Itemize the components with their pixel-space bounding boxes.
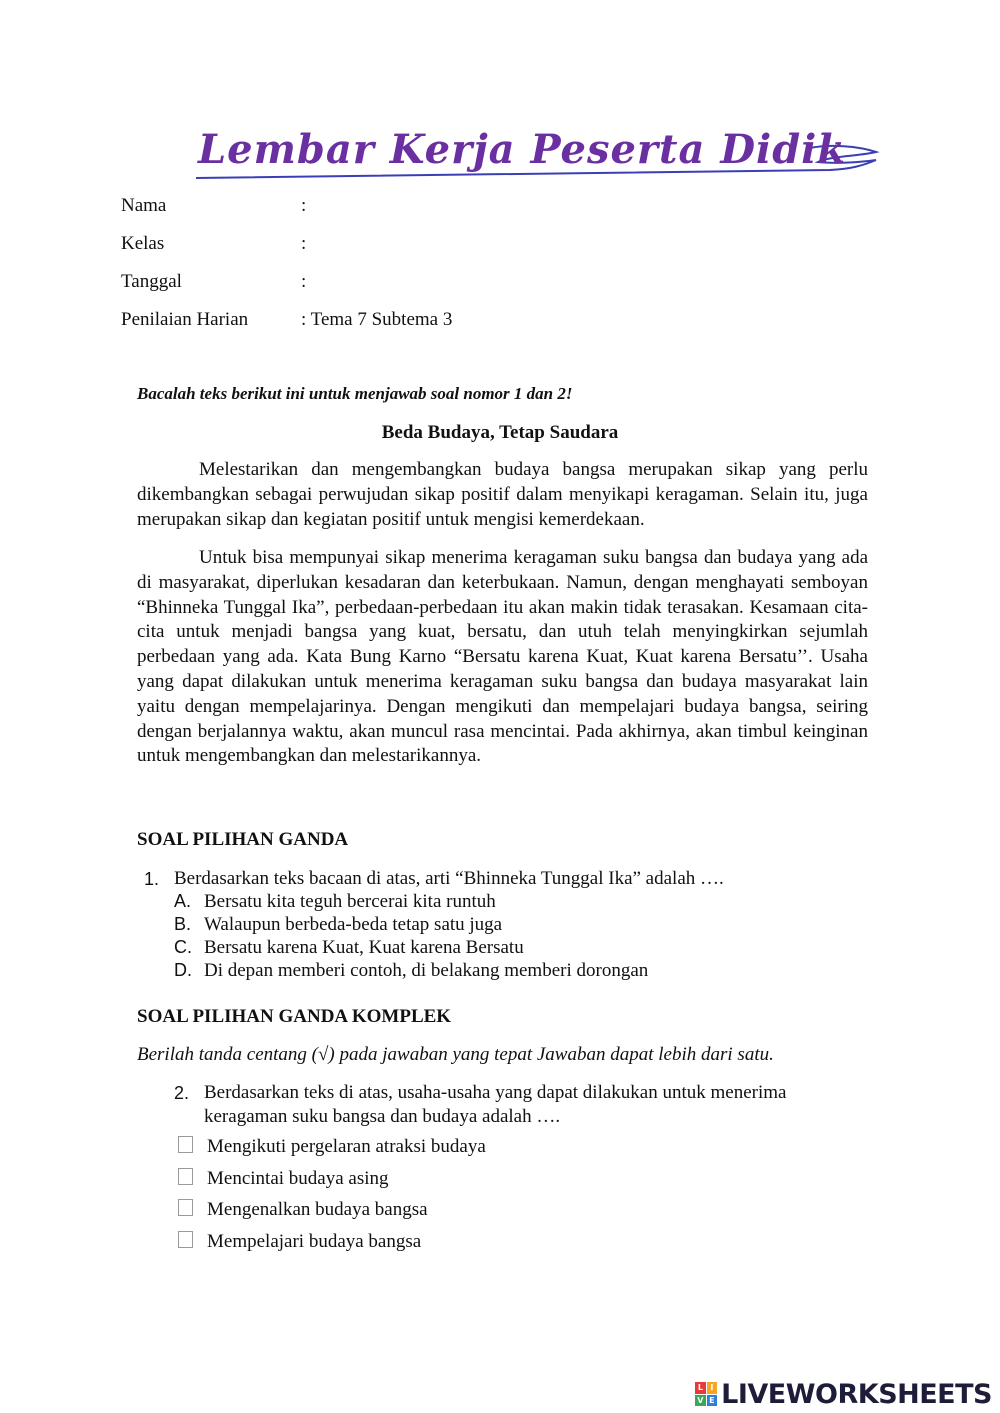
mc-option-b[interactable]: [174, 914, 502, 936]
question-text: Berdasarkan teks bacaan di atas, arti “Bhinneka Tunggal Ika” adalah ….: [174, 868, 724, 889]
checkbox[interactable]: [178, 1136, 193, 1153]
page-title: Lembar Kerja Peserta Didik: [198, 126, 847, 173]
badge-letter: V: [695, 1395, 706, 1407]
checkbox-label: Mengenalkan budaya bangsa: [207, 1199, 428, 1220]
checkbox-option[interactable]: [178, 1136, 486, 1158]
checkbox-label: Mengikuti pergelaran atraksi budaya: [207, 1136, 486, 1157]
mc-option-a[interactable]: [174, 891, 496, 913]
checkbox[interactable]: [178, 1168, 193, 1185]
option-text: Bersatu kita teguh bercerai kita runtuh: [204, 891, 496, 912]
complex-instruction: Berilah tanda centang (√) pada jawaban yang tepat Jawaban dapat lebih dari satu.: [137, 1044, 774, 1065]
info-label: Penilaian Harian: [121, 309, 249, 330]
mc-option-d[interactable]: [174, 960, 648, 982]
badge-letter: I: [707, 1382, 718, 1394]
checkbox[interactable]: [178, 1199, 193, 1216]
option-text: Walaupun berbeda-beda tetap satu juga: [204, 914, 503, 935]
badge-letter: L: [695, 1382, 706, 1394]
info-value: :: [301, 233, 307, 254]
checkbox-option[interactable]: [178, 1231, 421, 1253]
question-text-line2: keragaman suku bangsa dan budaya adalah ….: [204, 1106, 561, 1127]
checkbox-option[interactable]: [178, 1168, 389, 1190]
live-badge-icon: [695, 1382, 717, 1406]
info-label: Tanggal: [121, 271, 182, 292]
section-heading-complex: SOAL PILIHAN GANDA KOMPLEK: [137, 1006, 452, 1027]
option-letter: D.: [174, 960, 192, 980]
reading-title: Beda Budaya, Tetap Saudara: [381, 422, 619, 443]
reading-paragraph: Untuk bisa mempunyai sikap menerima keragaman suku bangsa dan budaya yang ada di masyarakat, diperlukan kesadaran dan keterbukaan. Namun, dengan menghayati semboyan “Bhinneka Tunggal Ika”, perbedaan-perbedaan itu akan makin tidak terasakan. Kesamaan cita-cita untuk menjadi bangsa yang kuat, bersatu, dan utuh telah menyingkirkan sejumlah perbedaan yang ada. Kata Bung Karno “Bersatu karena Kuat, Kuat karena Bersatu’’. Usaha yang dapat dilakukan untuk menerima keragaman suku bangsa dan budaya masyarakat lain yaitu dengan mempelajarinya. Dengan mengikuti dan mempelajari budaya bangsa, seiring dengan berjalannya waktu, akan muncul rasa mencintai. Pada akhirnya, akan timbul keinginan untuk mengembangkan dan melestarikannya.: [137, 547, 868, 767]
badge-letter: E: [707, 1395, 718, 1407]
reading-instruction: Bacalah teks berikut ini untuk menjawab soal nomor 1 dan 2!: [137, 384, 573, 403]
worksheet-title-block: [190, 118, 890, 188]
brand-name: LIVEWORKSHEETS: [721, 1378, 992, 1410]
option-letter: C.: [174, 937, 192, 957]
reading-paragraph: Melestarikan dan mengembangkan budaya bangsa merupakan sikap yang perlu dikembangkan sebagai perwujudan sikap positif dalam menyikapi keragaman. Selain itu, juga merupakan sikap dan kegiatan positif untuk mengisi kemerdekaan.: [137, 459, 868, 530]
option-letter: A.: [174, 891, 192, 911]
checkbox[interactable]: [178, 1231, 193, 1248]
question-number: 2.: [174, 1083, 190, 1103]
checkbox-label: Mencintai budaya asing: [207, 1168, 389, 1189]
checkbox-option[interactable]: [178, 1199, 428, 1221]
question-number: 1.: [144, 869, 160, 889]
info-value: : Tema 7 Subtema 3: [301, 309, 453, 330]
option-text: Di depan memberi contoh, di belakang memberi dorongan: [204, 960, 649, 981]
info-label: Nama: [121, 195, 167, 216]
option-letter: B.: [174, 914, 192, 934]
mc-option-c[interactable]: [174, 937, 524, 959]
option-text: Bersatu karena Kuat, Kuat karena Bersatu: [204, 937, 524, 958]
info-value: :: [301, 271, 307, 292]
info-label: Kelas: [121, 233, 165, 254]
liveworksheets-logo[interactable]: [695, 1379, 992, 1409]
section-heading-mc: SOAL PILIHAN GANDA: [137, 829, 349, 850]
checkbox-label: Mempelajari budaya bangsa: [207, 1231, 422, 1252]
info-value: :: [301, 195, 307, 216]
question-text-line1: Berdasarkan teks di atas, usaha-usaha yang dapat dilakukan untuk menerima: [204, 1082, 787, 1103]
